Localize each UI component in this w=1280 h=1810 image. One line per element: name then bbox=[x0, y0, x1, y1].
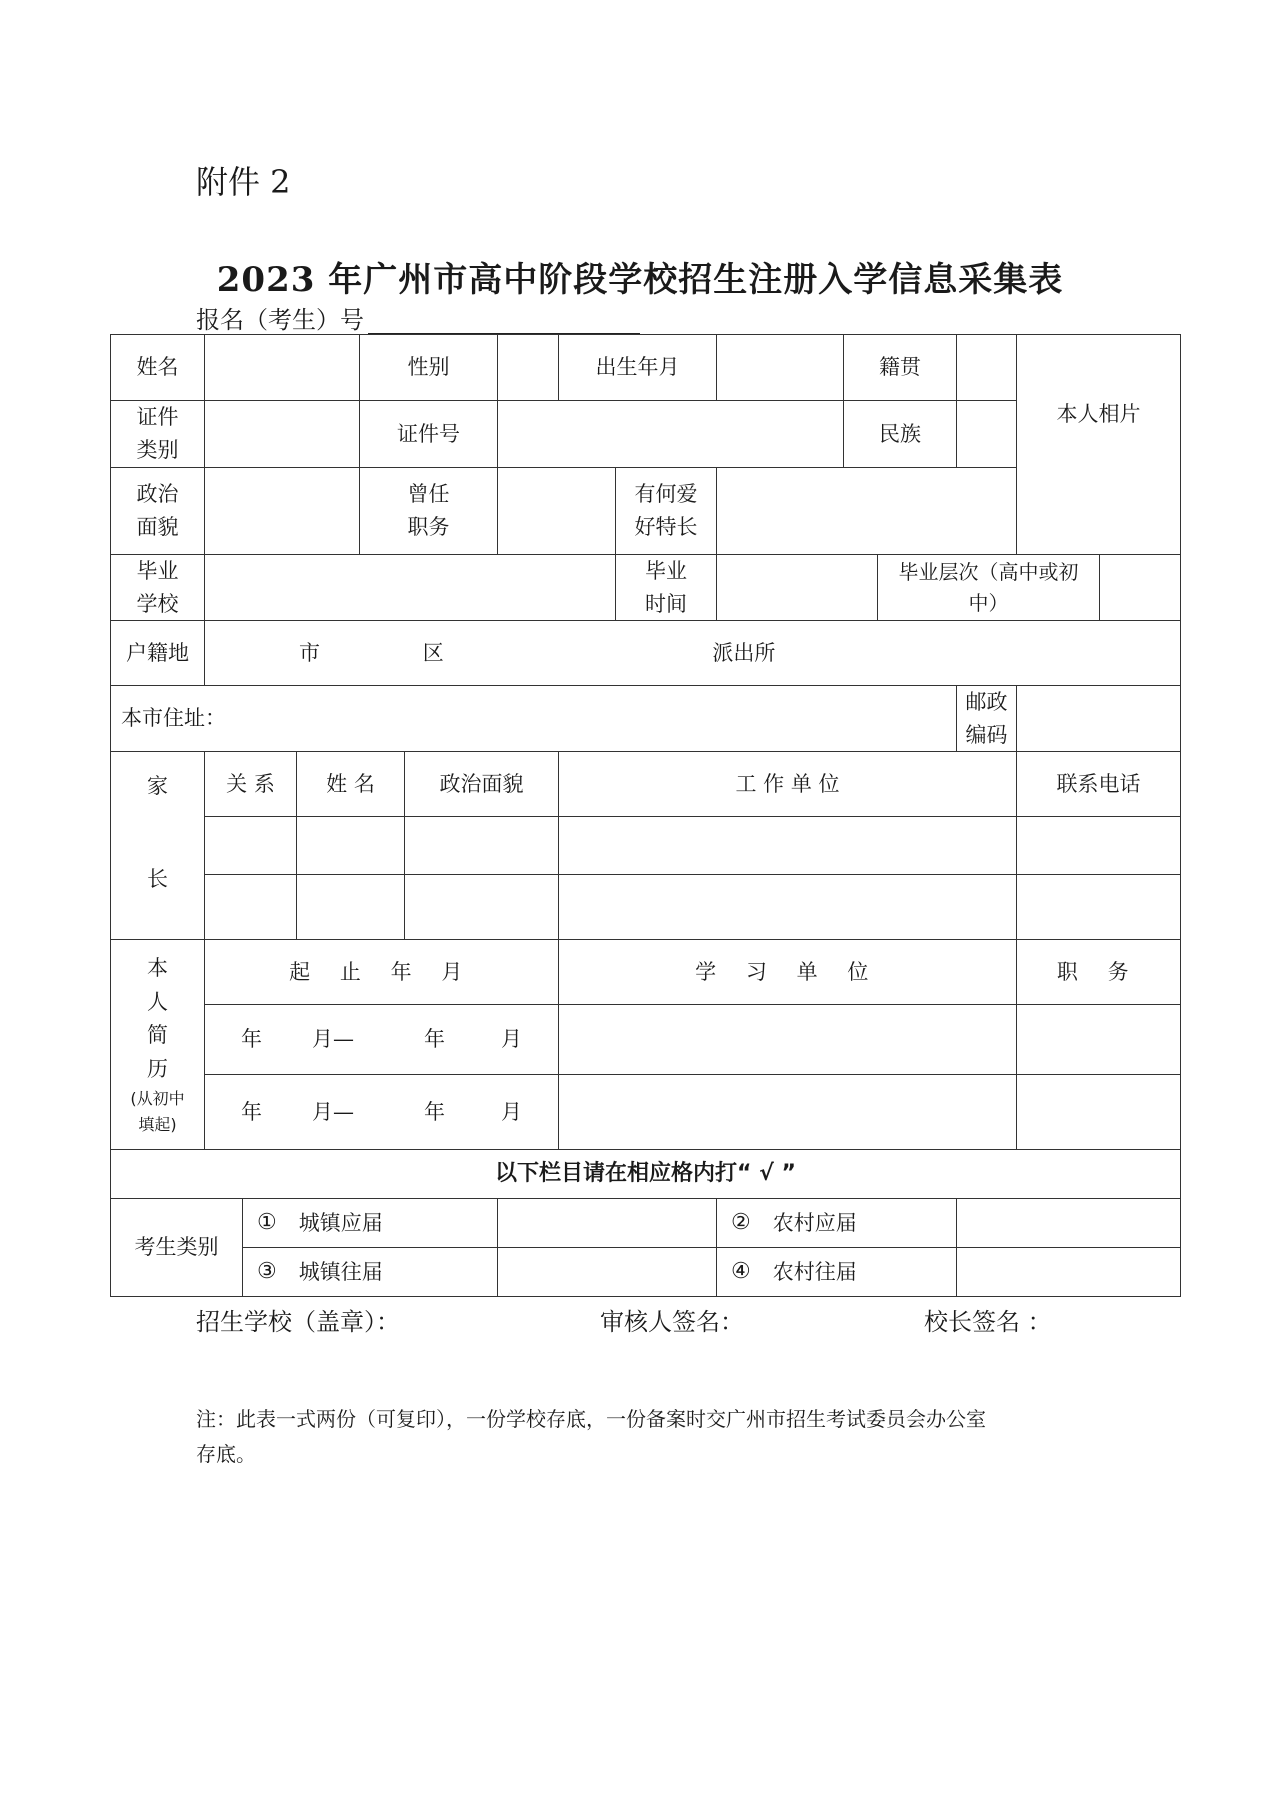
parent-2-name[interactable] bbox=[297, 875, 405, 940]
resume-header-period: 起 止 年 月 bbox=[205, 940, 559, 1005]
school-seal-label: 招生学校（盖章）： bbox=[196, 1308, 400, 1336]
ethnicity-input[interactable] bbox=[957, 401, 1017, 468]
residence-label: 户籍地 bbox=[111, 621, 205, 686]
birth-label: 出生年月 bbox=[559, 335, 717, 401]
residence-police-label: 派出所 bbox=[712, 640, 776, 665]
resume-1-period[interactable]: 年 月— 年 月 bbox=[205, 1005, 559, 1075]
id-type-input[interactable] bbox=[205, 401, 360, 468]
address-field[interactable]: 本市住址： bbox=[111, 686, 957, 752]
hobbies-label: 有何爱 好特长 bbox=[616, 468, 717, 555]
resume-2-period[interactable]: 年 月— 年 月 bbox=[205, 1075, 559, 1150]
grad-level-label: 毕业层次（高中或初 中） bbox=[878, 555, 1100, 621]
residence-district-label: 区 bbox=[422, 640, 444, 665]
parent-1-workplace[interactable] bbox=[559, 817, 1017, 875]
grad-time-label: 毕业 时间 bbox=[616, 555, 717, 621]
resume-2-school[interactable] bbox=[559, 1075, 1017, 1150]
form-title: 2023 年广州市高中阶段学校招生注册入学信息采集表 bbox=[216, 260, 1064, 300]
parents-header-political: 政治面貌 bbox=[405, 752, 559, 817]
hobbies-input[interactable] bbox=[717, 468, 1017, 555]
postcode-label: 邮政编码 bbox=[957, 686, 1017, 752]
resume-header-school: 学 习 单 位 bbox=[559, 940, 1017, 1005]
former-post-label: 曾任 职务 bbox=[360, 468, 498, 555]
native-place-label: 籍贯 bbox=[844, 335, 957, 401]
category-label: 考生类别 bbox=[111, 1199, 243, 1297]
resume-1-post[interactable] bbox=[1017, 1005, 1181, 1075]
category-option-2-check[interactable] bbox=[957, 1199, 1181, 1248]
parent-2-workplace[interactable] bbox=[559, 875, 1017, 940]
birth-input[interactable] bbox=[717, 335, 844, 401]
category-option-1: ① 城镇应届 bbox=[243, 1199, 498, 1248]
name-input[interactable] bbox=[205, 335, 360, 401]
resume-2-post[interactable] bbox=[1017, 1075, 1181, 1150]
registration-number-label: 报名（考生）号 bbox=[196, 306, 364, 334]
parents-side-label: 家 长 bbox=[111, 752, 205, 940]
principal-signature-label: 校长签名 ： bbox=[924, 1308, 1052, 1336]
parent-1-relation[interactable] bbox=[205, 817, 297, 875]
resume-side-label: 本 人 简 历 (从初中 填起) bbox=[111, 940, 205, 1150]
postcode-input[interactable] bbox=[1017, 686, 1181, 752]
check-instruction: 以下栏目请在相应格内打“ √ ” bbox=[111, 1150, 1181, 1199]
category-option-1-check[interactable] bbox=[498, 1199, 717, 1248]
id-number-label: 证件号 bbox=[360, 401, 498, 468]
former-post-input[interactable] bbox=[498, 468, 616, 555]
parent-1-phone[interactable] bbox=[1017, 817, 1181, 875]
political-status-input[interactable] bbox=[205, 468, 360, 555]
resume-1-school[interactable] bbox=[559, 1005, 1017, 1075]
id-number-input[interactable] bbox=[498, 401, 844, 468]
parent-1-political[interactable] bbox=[405, 817, 559, 875]
parent-1-name[interactable] bbox=[297, 817, 405, 875]
info-form-table bbox=[110, 334, 1181, 1297]
name-label: 姓名 bbox=[111, 335, 205, 401]
category-option-3: ③ 城镇往届 bbox=[243, 1248, 498, 1297]
gender-input[interactable] bbox=[498, 335, 559, 401]
category-option-4: ④ 农村往届 bbox=[717, 1248, 957, 1297]
gender-label: 性别 bbox=[360, 335, 498, 401]
footnote: 注：此表一式两份（可复印），一份学校存底，一份备案时交广州市招生考试委员会办公室 存底。 bbox=[196, 1407, 986, 1466]
grad-level-input[interactable] bbox=[1100, 555, 1181, 621]
grad-school-label: 毕业 学校 bbox=[111, 555, 205, 621]
id-type-label: 证件 类别 bbox=[111, 401, 205, 468]
grad-school-input[interactable] bbox=[205, 555, 616, 621]
parents-header-relation: 关 系 bbox=[205, 752, 297, 817]
photo-box[interactable]: 本人相片 bbox=[1017, 335, 1181, 555]
attachment-label: 附件 2 bbox=[196, 163, 291, 201]
parents-header-phone: 联系电话 bbox=[1017, 752, 1181, 817]
category-option-4-check[interactable] bbox=[957, 1248, 1181, 1297]
parent-2-relation[interactable] bbox=[205, 875, 297, 940]
residence-input[interactable] bbox=[205, 621, 1181, 686]
registration-number-blank[interactable] bbox=[368, 307, 640, 335]
category-option-3-check[interactable] bbox=[498, 1248, 717, 1297]
parents-header-name: 姓 名 bbox=[297, 752, 405, 817]
reviewer-signature-label: 审核人签名： bbox=[600, 1308, 744, 1336]
residence-city-label: 市 bbox=[299, 640, 320, 665]
category-option-2: ② 农村应届 bbox=[717, 1199, 957, 1248]
political-status-label: 政治 面貌 bbox=[111, 468, 205, 555]
parents-header-workplace: 工 作 单 位 bbox=[559, 752, 1017, 817]
ethnicity-label: 民族 bbox=[844, 401, 957, 468]
parent-2-political[interactable] bbox=[405, 875, 559, 940]
grad-time-input[interactable] bbox=[717, 555, 878, 621]
resume-header-post: 职 务 bbox=[1017, 940, 1181, 1005]
native-place-input[interactable] bbox=[957, 335, 1017, 401]
registration-number-field bbox=[196, 300, 640, 335]
parent-2-phone[interactable] bbox=[1017, 875, 1181, 940]
